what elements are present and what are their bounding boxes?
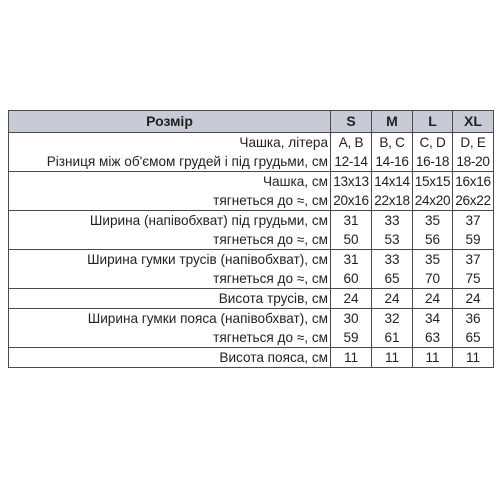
table-cell [413,133,453,172]
cell-value: A, B [338,135,364,150]
table-row [9,348,494,368]
cell-value: 59 [343,330,359,345]
table-cell [372,172,413,211]
table-cell [372,289,413,309]
table-cell [331,309,372,348]
size-m-header: M [372,111,413,133]
cell-value: 50 [343,232,359,247]
cell-value: 31 [343,213,359,228]
size-header: Розмір [9,111,331,133]
cell-value: 61 [384,330,400,345]
cell-value: 16-18 [415,154,450,169]
table-row [9,133,494,172]
table-cell [413,348,453,368]
cell-value: 60 [343,271,359,286]
cell-value: 22x18 [374,193,410,208]
row-label-line: тягнеться до ≈, см [213,193,328,208]
cell-value: 20x16 [333,193,369,208]
cell-value: 63 [424,330,441,345]
row-label-line: Ширина гумки трусів (напівобхват), см [87,252,328,267]
table-cell [372,250,413,289]
table-cell [331,289,372,309]
cell-value: 33 [384,252,400,267]
cell-value: 65 [465,330,481,345]
cell-value: D, E [460,135,486,150]
row-label-line: тягнеться до ≈, см [213,330,328,345]
cell-value: 59 [465,232,481,247]
cell-value: 24 [465,291,481,306]
cell-value: 13x13 [333,174,369,189]
cell-value: 75 [465,271,481,286]
cell-value: 11 [343,350,359,365]
size-l-header: L [413,111,453,133]
table-cell [331,211,372,250]
row-label-line: Чашка, см [262,174,328,189]
cell-value: 32 [384,311,400,326]
cell-value: 12-14 [334,154,368,169]
cell-value: 11 [465,350,481,365]
table-row [9,250,494,289]
row-label-line: Висота трусів, см [218,291,328,306]
table-cell [453,289,494,309]
cell-value: 14x14 [374,174,410,189]
table-cell [453,211,494,250]
table-cell [331,133,372,172]
table-row [9,289,494,309]
table-cell [413,211,453,250]
row-label [9,211,331,250]
row-label-line: Ширина (напівобхват) під грудьми, см [89,213,328,228]
size-xl-header: XL [453,111,494,133]
table-row [9,309,494,348]
table-cell [331,348,372,368]
size-chart-table [8,110,494,368]
cell-value: 15x15 [414,174,451,189]
row-label [9,133,331,172]
row-label [9,289,331,309]
cell-value: 31 [343,252,359,267]
row-label-line: Чашка, літера [239,135,328,150]
cell-value: 65 [384,271,400,286]
cell-value: 37 [465,252,481,267]
size-s-header: S [331,111,372,133]
table-row [9,172,494,211]
cell-value: 24x20 [414,193,451,208]
cell-value: 24 [424,291,441,306]
row-label-line: Висота пояса, см [219,350,328,365]
table-cell [372,211,413,250]
table-cell [453,309,494,348]
cell-value: 16x16 [455,174,491,189]
table-cell [372,133,413,172]
row-label [9,172,331,211]
cell-value: 70 [424,271,441,286]
header-row [9,111,494,133]
cell-value: 18-20 [456,154,490,169]
cell-value: 37 [465,213,481,228]
table-cell [453,250,494,289]
cell-value: 34 [424,311,441,326]
cell-value: 11 [384,350,400,365]
table-cell [331,250,372,289]
cell-value: 33 [384,213,400,228]
cell-value: 26x22 [455,193,491,208]
row-label [9,309,331,348]
cell-value: 11 [425,350,440,365]
cell-value: 14-16 [375,154,409,169]
cell-value: 53 [384,232,400,247]
row-label-line: Різниця між об'ємом грудей і під грудьми, см [46,154,328,169]
table-cell [413,309,453,348]
table-cell [331,172,372,211]
row-label [9,250,331,289]
cell-value: 35 [424,213,441,228]
row-label-line: тягнеться до ≈, см [213,232,328,247]
row-label [9,348,331,368]
cell-value: C, D [419,135,446,150]
table-cell [372,348,413,368]
row-label-line: Ширина гумки пояса (напівобхват), см [87,311,328,326]
cell-value: 36 [465,311,481,326]
table-cell [453,133,494,172]
table-row [9,211,494,250]
cell-value: 56 [424,232,441,247]
table-cell [453,348,494,368]
cell-value: B, C [379,135,405,150]
cell-value: 35 [424,252,441,267]
cell-value: 24 [343,291,359,306]
row-label-line: тягнеться до ≈, см [213,271,328,286]
table-cell [413,172,453,211]
table-cell [413,250,453,289]
table-cell [453,172,494,211]
table-cell [413,289,453,309]
cell-value: 24 [384,291,400,306]
table-cell [372,309,413,348]
cell-value: 30 [343,311,359,326]
